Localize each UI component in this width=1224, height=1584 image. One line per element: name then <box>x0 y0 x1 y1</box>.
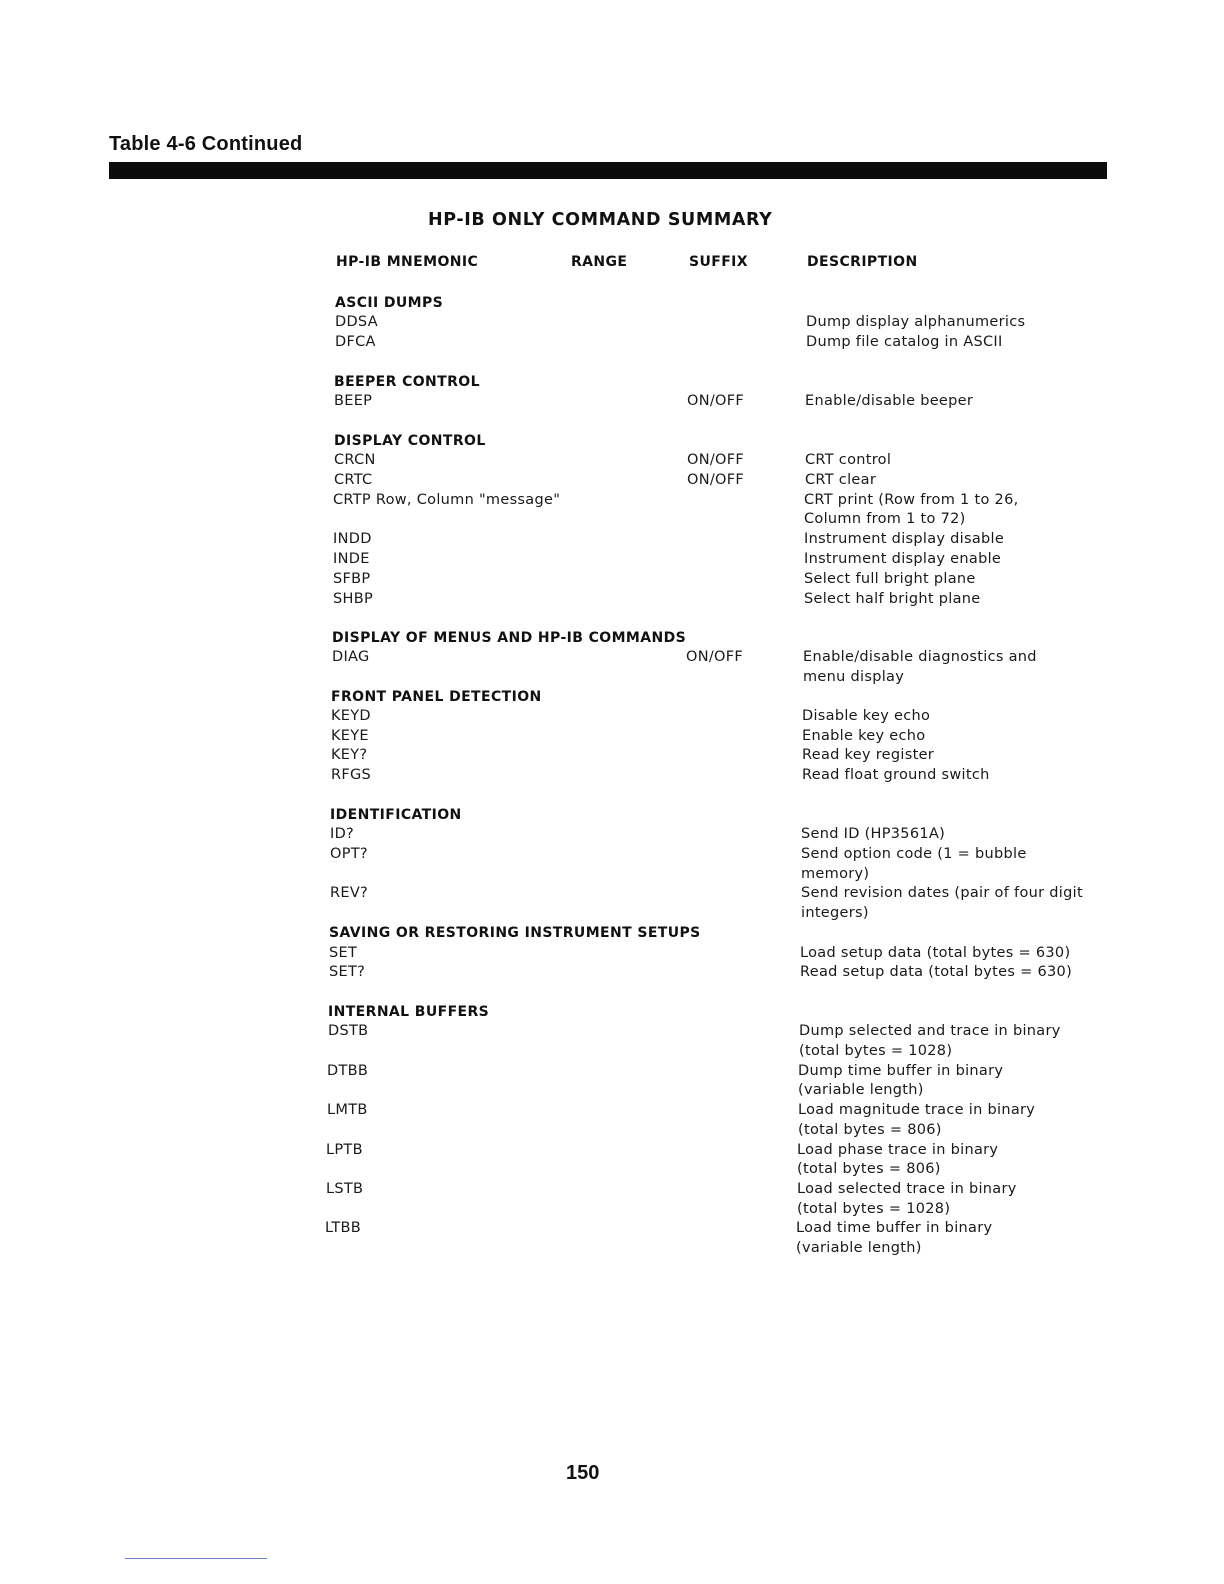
description-dtbb-line-1: Dump time buffer in binary <box>798 1063 1004 1079</box>
description-keyd: Disable key echo <box>802 708 931 724</box>
description-diag-line-2: menu display <box>803 669 905 685</box>
description-inde: Instrument display enable <box>804 551 1002 567</box>
mnemonic-ltbb: LTBB <box>325 1220 362 1236</box>
description-lstb-line-1: Load selected trace in binary <box>797 1181 1017 1197</box>
mnemonic-lstb: LSTB <box>326 1181 364 1197</box>
description-keye: Enable key echo <box>802 728 926 744</box>
mnemonic-indd: INDD <box>333 531 372 547</box>
description-lptb-line-1: Load phase trace in binary <box>797 1142 999 1158</box>
mnemonic-shbp: SHBP <box>333 591 373 607</box>
footer-line <box>125 1558 267 1559</box>
mnemonic-keye: KEYE <box>331 728 369 744</box>
suffix-beep: ON/OFF <box>687 393 745 409</box>
description-ddsa: Dump display alphanumerics <box>806 314 1026 330</box>
mnemonic-crcn: CRCN <box>334 452 376 468</box>
description-crcn: CRT control <box>805 452 892 468</box>
table-heading: Table 4-6 Continued <box>109 133 303 155</box>
mnemonic-ddsa: DDSA <box>335 314 378 330</box>
mnemonic-set-query: SET? <box>329 964 366 980</box>
description-opt-query-line-2: memory) <box>801 866 870 882</box>
column-header-range: RANGE <box>571 254 628 270</box>
suffix-crtc: ON/OFF <box>687 472 745 488</box>
column-header-suffix: SUFFIX <box>689 254 748 270</box>
description-lmtb-line-2: (total bytes = 806) <box>798 1122 942 1138</box>
section-title-buffers: INTERNAL BUFFERS <box>328 1004 490 1020</box>
description-lptb-line-2: (total bytes = 806) <box>797 1161 941 1177</box>
mnemonic-lmtb: LMTB <box>327 1102 368 1118</box>
description-indd: Instrument display disable <box>804 531 1005 547</box>
mnemonic-crtc: CRTC <box>334 472 373 488</box>
column-header-description: DESCRIPTION <box>807 254 918 270</box>
section-title-display-control: DISPLAY CONTROL <box>334 433 486 449</box>
description-shbp: Select half bright plane <box>804 591 981 607</box>
description-set: Load setup data (total bytes = 630) <box>800 945 1071 961</box>
page-number: 150 <box>566 1462 600 1484</box>
mnemonic-sfbp: SFBP <box>333 571 371 587</box>
section-title-ascii-dumps: ASCII DUMPS <box>335 295 444 311</box>
mnemonic-dfca: DFCA <box>335 334 376 350</box>
description-rev-query-line-2: integers) <box>801 905 869 921</box>
description-id-query: Send ID (HP3561A) <box>801 826 946 842</box>
mnemonic-set: SET <box>329 945 358 961</box>
mnemonic-keyd: KEYD <box>331 708 371 724</box>
description-dstb-line-2: (total bytes = 1028) <box>799 1043 953 1059</box>
page-title: HP-IB ONLY COMMAND SUMMARY <box>428 210 773 230</box>
mnemonic-dstb: DSTB <box>328 1023 369 1039</box>
description-crtc: CRT clear <box>805 472 877 488</box>
description-crtp-line-2: Column from 1 to 72) <box>804 511 966 527</box>
description-rev-query-line-1: Send revision dates (pair of four digit <box>801 885 1083 901</box>
mnemonic-rfgs: RFGS <box>331 767 372 783</box>
description-dstb-line-1: Dump selected and trace in binary <box>799 1023 1061 1039</box>
mnemonic-crtp: CRTP Row, Column "message" <box>333 492 561 508</box>
suffix-diag: ON/OFF <box>686 649 744 665</box>
description-key-query: Read key register <box>802 747 935 763</box>
description-dtbb-line-2: (variable length) <box>798 1082 924 1098</box>
description-lstb-line-2: (total bytes = 1028) <box>797 1201 951 1217</box>
description-ltbb-line-1: Load time buffer in binary <box>796 1220 993 1236</box>
suffix-crcn: ON/OFF <box>687 452 745 468</box>
description-beep: Enable/disable beeper <box>805 393 974 409</box>
mnemonic-inde: INDE <box>333 551 370 567</box>
mnemonic-opt-query: OPT? <box>330 846 368 862</box>
section-title-front-panel: FRONT PANEL DETECTION <box>331 689 542 705</box>
description-ltbb-line-2: (variable length) <box>796 1240 922 1256</box>
description-dfca: Dump file catalog in ASCII <box>806 334 1003 350</box>
column-header-mnemonic: HP-IB MNEMONIC <box>336 254 479 270</box>
mnemonic-rev-query: REV? <box>330 885 369 901</box>
heading-rule <box>109 162 1107 179</box>
description-diag-line-1: Enable/disable diagnostics and <box>803 649 1037 665</box>
section-title-identification: IDENTIFICATION <box>330 807 462 823</box>
section-title-setups: SAVING OR RESTORING INSTRUMENT SETUPS <box>329 925 701 941</box>
section-title-display-menus: DISPLAY OF MENUS AND HP-IB COMMANDS <box>332 630 687 646</box>
section-title-beeper-control: BEEPER CONTROL <box>334 374 480 390</box>
description-opt-query-line-1: Send option code (1 = bubble <box>801 846 1027 862</box>
description-lmtb-line-1: Load magnitude trace in binary <box>798 1102 1036 1118</box>
mnemonic-lptb: LPTB <box>326 1142 363 1158</box>
description-rfgs: Read float ground switch <box>802 767 990 783</box>
description-set-query: Read setup data (total bytes = 630) <box>800 964 1073 980</box>
description-sfbp: Select full bright plane <box>804 571 976 587</box>
mnemonic-diag: DIAG <box>332 649 370 665</box>
mnemonic-beep: BEEP <box>334 393 373 409</box>
mnemonic-key-query: KEY? <box>331 747 368 763</box>
mnemonic-id-query: ID? <box>330 826 355 842</box>
description-crtp-line-1: CRT print (Row from 1 to 26, <box>804 492 1019 508</box>
mnemonic-dtbb: DTBB <box>327 1063 369 1079</box>
